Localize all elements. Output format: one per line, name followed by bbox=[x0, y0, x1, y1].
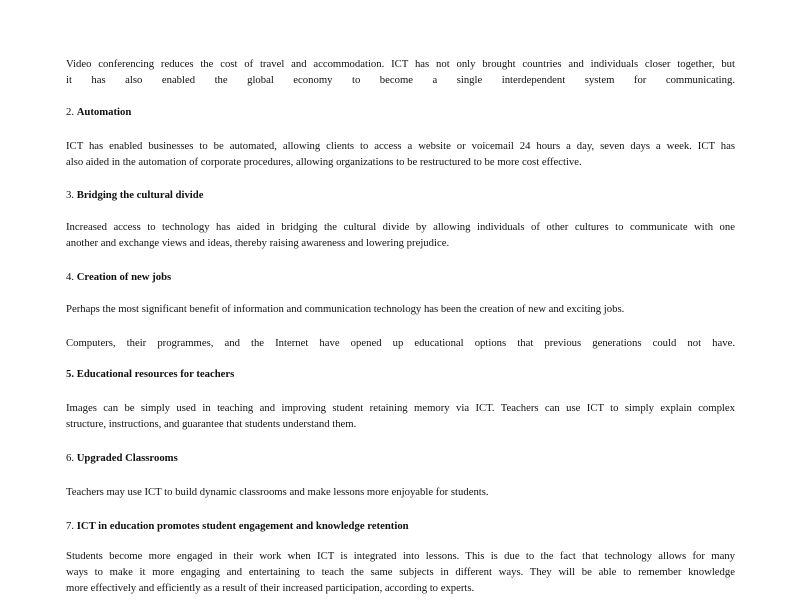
heading-cultural-divide bbox=[66, 187, 735, 203]
paragraph-cultural-divide bbox=[66, 219, 735, 251]
text-line: more effectively and efficiently as a result of their increased participation, according to experts. bbox=[66, 582, 475, 594]
heading-automation bbox=[66, 104, 735, 120]
paragraph-intro bbox=[66, 56, 735, 88]
text-line: structure, instructions, and guarantee that students understand them. bbox=[66, 418, 357, 430]
paragraph-automation bbox=[66, 138, 735, 170]
heading-number: 4. bbox=[66, 271, 77, 283]
heading-number: 3. bbox=[66, 189, 77, 201]
heading-title: Bridging the cultural divide bbox=[76, 189, 204, 201]
paragraph-upgraded-classrooms bbox=[66, 484, 735, 500]
heading-student-engagement bbox=[66, 518, 735, 534]
heading-title: 5. Educational resources for teachers bbox=[66, 368, 235, 380]
text-line: Video conferencing reduces the cost of travel and accommodation. ICT has not only brought countries and individuals closer together, but bbox=[66, 58, 735, 70]
text-line: Teachers may use ICT to build dynamic classrooms and make lessons more enjoyable for students. bbox=[66, 486, 489, 498]
heading-title: Creation of new jobs bbox=[76, 271, 172, 283]
text-line: Students become more engaged in their work when ICT is integrated into lessons. This is due to the fact that technology allows for many bbox=[66, 550, 735, 562]
paragraph-student-engagement bbox=[66, 548, 735, 596]
heading-number: 2. bbox=[66, 106, 77, 118]
heading-title: Upgraded Classrooms bbox=[76, 452, 178, 464]
paragraph-new-jobs bbox=[66, 301, 735, 317]
text-line: Perhaps the most significant benefit of information and communication technology has been the creation of new and exciting jobs. bbox=[66, 303, 625, 315]
paragraph-computers bbox=[66, 335, 735, 351]
text-line: Increased access to technology has aided in bridging the cultural divide by allowing individuals of other cultures to communicate with one bbox=[66, 221, 735, 233]
heading-educational-resources bbox=[66, 366, 735, 382]
heading-number: 6. bbox=[66, 452, 77, 464]
heading-title: ICT in education promotes student engagement and knowledge retention bbox=[76, 520, 409, 532]
heading-title: Automation bbox=[76, 106, 132, 118]
text-line: another and exchange views and ideas, thereby raising awareness and lowering prejudice. bbox=[66, 237, 450, 249]
text-line: also aided in the automation of corporate procedures, allowing organizations to be restructured to be more cost effective. bbox=[66, 156, 582, 168]
text-line: it has also enabled the global economy to become a single interdependent system for communicating. bbox=[66, 74, 735, 86]
text-line: Computers, their programmes, and the Internet have opened up educational options that previous generations could not have. bbox=[66, 337, 735, 349]
text-line: ways to make it more engaging and entertaining to teach the same subjects in different ways. They will be able to remember knowledge bbox=[66, 566, 735, 578]
text-line: Images can be simply used in teaching and improving student retaining memory via ICT. Teachers can use ICT to simply explain complex bbox=[66, 402, 735, 414]
heading-new-jobs bbox=[66, 269, 735, 285]
paragraph-educational-resources bbox=[66, 400, 735, 432]
heading-upgraded-classrooms bbox=[66, 450, 735, 466]
text-line: ICT has enabled businesses to be automated, allowing clients to access a website or voicemail 24 hours a day, seven days a week. ICT has bbox=[66, 140, 735, 152]
heading-number: 7. bbox=[66, 520, 77, 532]
